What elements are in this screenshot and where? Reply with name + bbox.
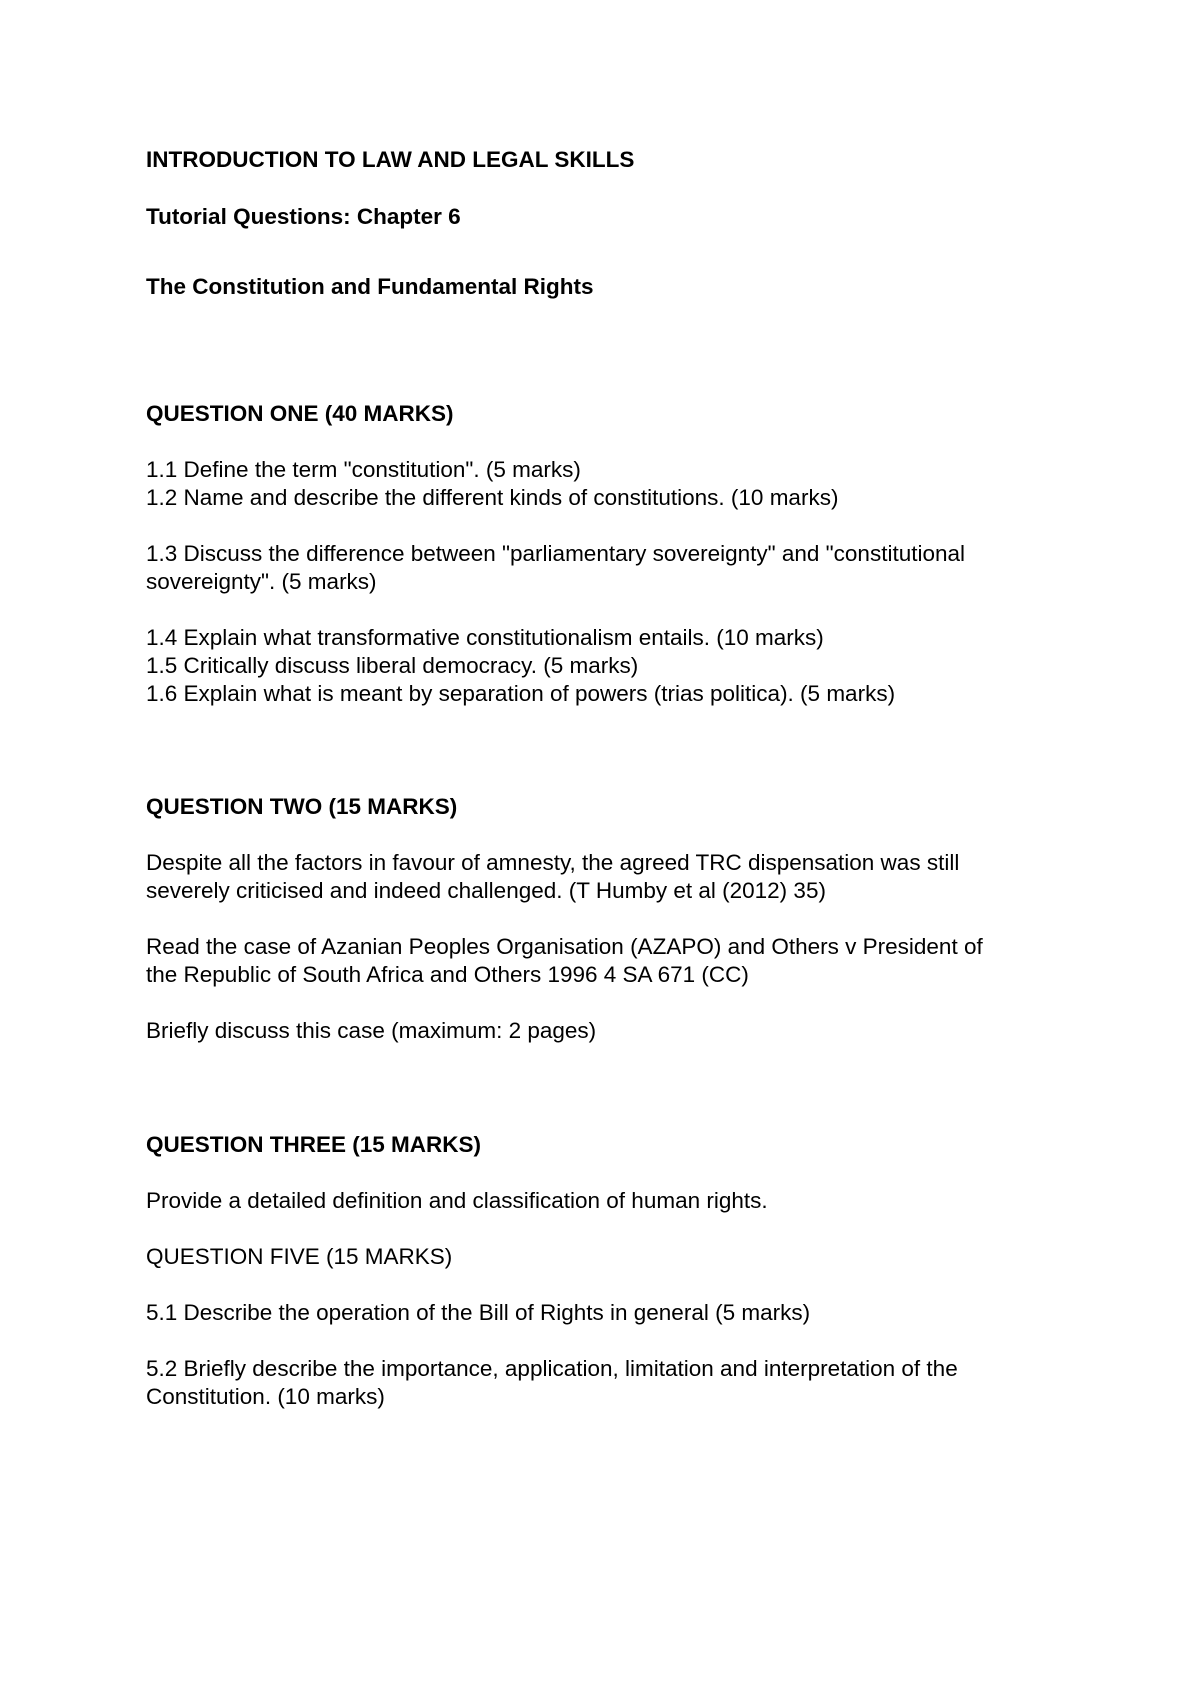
question-1-6: 1.6 Explain what is meant by separation of powers (trias politica). (5 marks) [146,681,896,706]
question-1-3-line1: 1.3 Discuss the difference between "parliamentary sovereignty" and "constitutional [146,541,965,566]
question-1-5: 1.5 Critically discuss liberal democracy. (5 marks) [146,653,639,678]
question-1-1: 1.1 Define the term "constitution". (5 marks) [146,457,581,482]
question-5-2-line1: 5.2 Briefly describe the importance, application, limitation and interpretation of the [146,1356,958,1381]
question-1-2: 1.2 Name and describe the different kinds of constitutions. (10 marks) [146,485,839,510]
question-two-case-line2: the Republic of South Africa and Others 1996 4 SA 671 (CC) [146,962,749,987]
course-title: INTRODUCTION TO LAW AND LEGAL SKILLS [146,147,635,172]
chapter-title: The Constitution and Fundamental Rights [146,274,594,299]
question-five-heading: QUESTION FIVE (15 MARKS) [146,1244,453,1269]
question-one-heading: QUESTION ONE (40 MARKS) [146,401,454,426]
question-5-1: 5.1 Describe the operation of the Bill of Rights in general (5 marks) [146,1300,811,1325]
question-two-quote-line2: severely criticised and indeed challenged. (T Humby et al (2012) 35) [146,878,826,903]
question-three-heading: QUESTION THREE (15 MARKS) [146,1132,482,1157]
question-two-heading: QUESTION TWO (15 MARKS) [146,794,458,819]
question-two-quote-line1: Despite all the factors in favour of amnesty, the agreed TRC dispensation was still [146,850,960,875]
question-two-case-line1: Read the case of Azanian Peoples Organisation (AZAPO) and Others v President of [146,934,983,959]
question-three-text: Provide a detailed definition and classification of human rights. [146,1188,768,1213]
question-1-3-line2: sovereignty". (5 marks) [146,569,377,594]
question-two-instruction: Briefly discuss this case (maximum: 2 pages) [146,1018,597,1043]
question-1-4: 1.4 Explain what transformative constitutionalism entails. (10 marks) [146,625,824,650]
tutorial-title: Tutorial Questions: Chapter 6 [146,204,461,229]
question-5-2-line2: Constitution. (10 marks) [146,1384,385,1409]
